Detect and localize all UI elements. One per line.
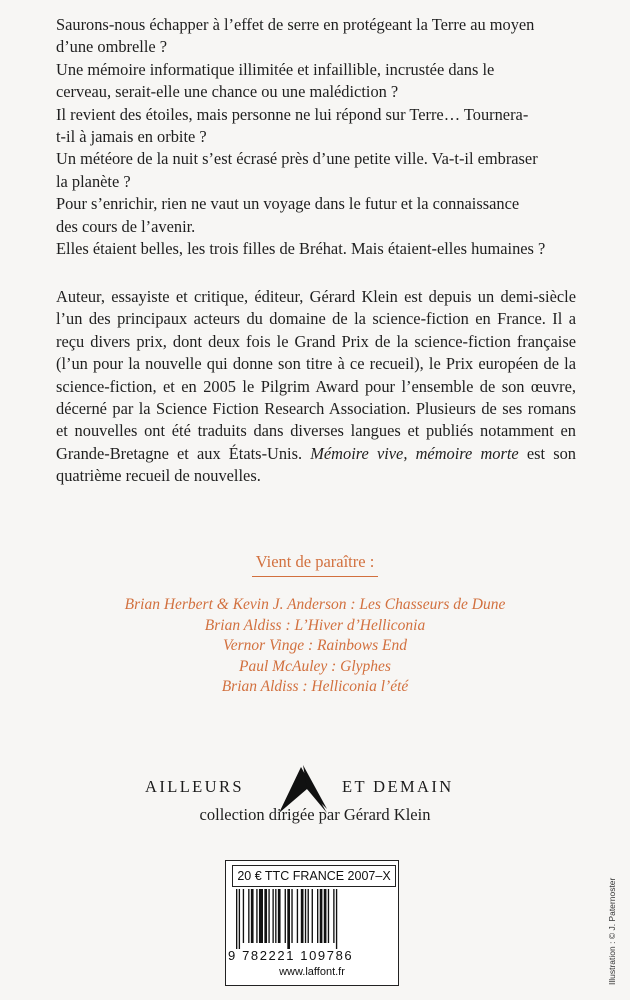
recent-releases-list xyxy=(0,595,630,698)
recent-title: Vient de paraître : xyxy=(252,552,379,577)
blurb-3: Il revient des étoiles, mais personne ne lui répond sur Terre… Tournera- t-il à jamais en orbite ? xyxy=(56,104,529,147)
blurb-4: Un météore de la nuit s’est écrasé près d’une petite ville. Va-t-il embraser la planète ? xyxy=(56,149,538,191)
author-bio xyxy=(56,286,576,488)
barcode-icon xyxy=(234,889,394,949)
recent-item: Brian Aldiss : L’Hiver d’Helliconia xyxy=(204,616,426,634)
book-title: Mémoire vive, mémoire morte xyxy=(310,443,519,463)
price-label: 20 € TTC FRANCE 2007–X xyxy=(232,865,396,887)
bio-text: Auteur, essayiste et critique, éditeur, Gérard Klein est depuis un demi-siècle l’un des principaux acteurs du domaine de la science-fiction en France. Il a reçu divers prix, dont deux fois le Grand Prix de la science-fiction française (l’un pour la nouvelle qui donne son titre à ce recueil), le Prix européen de la science-fiction, et en 2005 le Pilgrim Award pour l’ensemble de son œuvre, décerné par la Science Fiction Research Association. Plusieurs de ses romans et nouvelles ont été traduits dans diverses langues et publiés notamment en Grande-Bretagne et aux États-Unis. xyxy=(56,287,576,463)
blurb-1: Saurons-nous échapper à l’effet de serre en protégeant la Terre au moyen d’une ombrelle ? xyxy=(56,15,535,57)
publisher-website: www.laffont.fr xyxy=(279,966,345,978)
collection-name-left: AILLEURS xyxy=(145,777,244,796)
recent-releases-heading xyxy=(0,552,630,577)
blurb-2: Une mémoire informatique illimitée et infaillible, incrustée dans le cerveau, serait-elle une chance ou une malédiction ? xyxy=(56,59,495,102)
collection-name-right: ET DEMAIN xyxy=(342,777,454,796)
collection-director: collection dirigée par Gérard Klein xyxy=(199,805,431,824)
blurb-6: Elles étaient belles, les trois filles de Bréhat. Mais étaient-elles humaines ? xyxy=(56,239,546,259)
blurbs xyxy=(56,14,576,260)
recent-item: Vernor Vinge : Rainbows End xyxy=(223,637,407,655)
ean-number: 9 782221 109786 xyxy=(228,948,354,963)
recent-item: Paul McAuley : Glyphes xyxy=(239,657,391,675)
recent-item: Brian Herbert & Kevin J. Anderson : Les Chasseurs de Dune xyxy=(124,596,506,613)
barcode-box xyxy=(225,860,399,986)
blurb-5: Pour s’enrichir, rien ne vaut un voyage dans le futur et la connaissance des cours de l’avenir. xyxy=(56,194,520,236)
illustration-credit: Illustration : © J. Paternoster xyxy=(607,877,617,985)
bio-closing: est son quatrième recueil de nouvelles. xyxy=(56,443,576,486)
recent-item: Brian Aldiss : Helliconia l’été xyxy=(221,678,409,696)
